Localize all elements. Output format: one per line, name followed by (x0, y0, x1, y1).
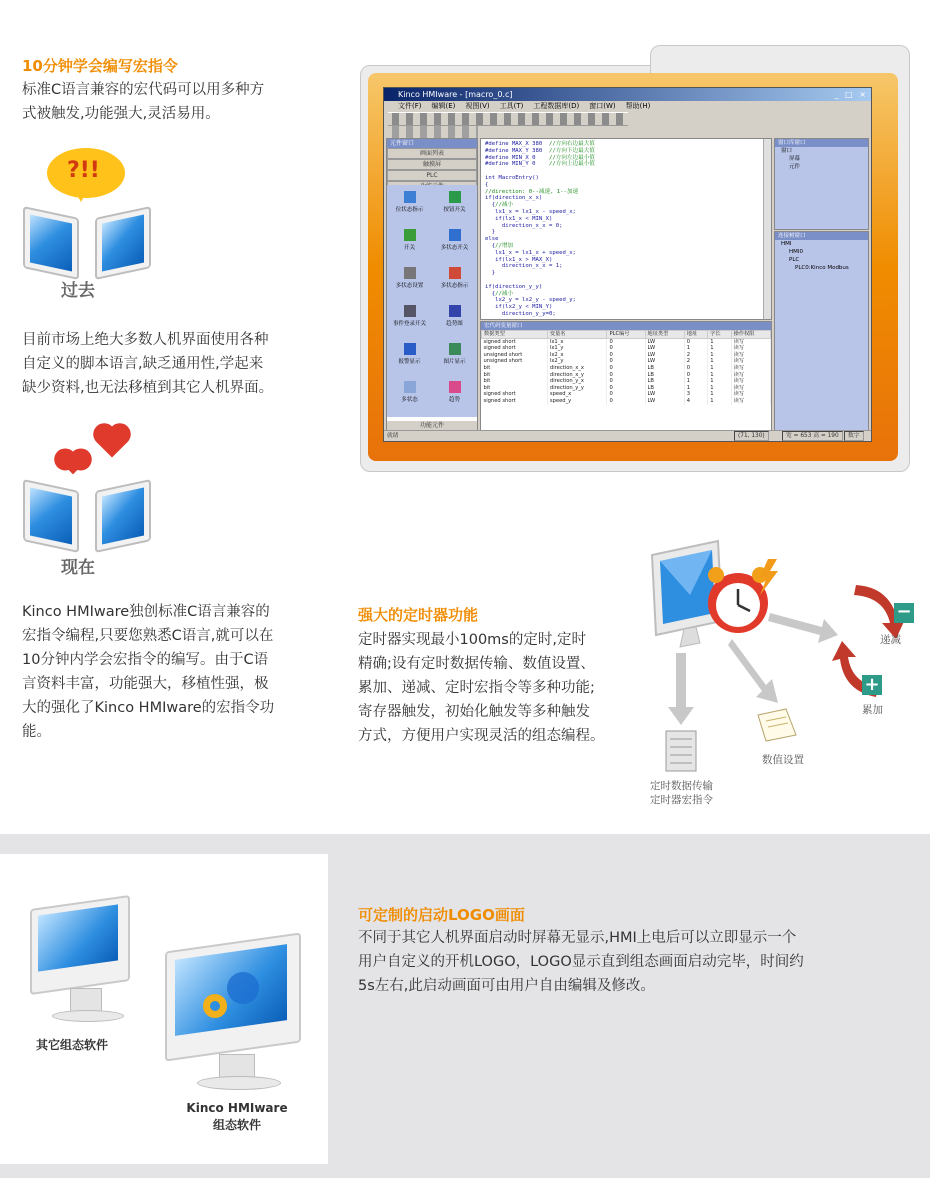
table-cell: 读写 (731, 345, 770, 352)
table-cell: 1 (708, 365, 731, 372)
table-row[interactable] (482, 372, 771, 379)
gear-icon (193, 966, 273, 1026)
table-cell: bit (482, 372, 548, 379)
code-line: lx1_x = lx1_x - speed_x; (485, 208, 576, 215)
table-cell: 1 (708, 385, 731, 392)
menu-bar (384, 101, 871, 112)
timer-desc: 定时器实现最小100ms的定时,定时 精确;设有定时数据传输、数值设置、 累加、递减、定时宏指令等多种功能; 寄存器触发，初始化触发等多种触发 方式，方便用户实现灵活的组态编程。 (358, 632, 605, 744)
past-label: 过去 (61, 281, 95, 301)
component-item[interactable]: 位状态指示 (387, 185, 432, 223)
alarm-clock-icon (708, 567, 768, 633)
table-header[interactable]: 地址类型 (645, 331, 684, 339)
menu-edit[interactable]: 编辑(E) (431, 102, 456, 110)
code-line: { (485, 181, 489, 188)
other-monitor-icon (30, 902, 140, 1042)
table-cell: bit (482, 365, 548, 372)
code-line: if(lx1_x < MIN_X) (485, 215, 553, 222)
table-cell: 0 (607, 378, 645, 385)
component-item[interactable]: 多状态开关 (432, 223, 477, 261)
connection-panel: 连接树窗口 HMI HMI0 PLC PLC0:Kinco Modbus (774, 231, 869, 432)
editor-scrollbar[interactable] (763, 139, 771, 319)
table-cell: signed short (482, 391, 548, 398)
table-cell: bit (482, 385, 548, 392)
table-cell: signed short (482, 398, 548, 405)
table-cell: direction_x_y (547, 372, 607, 379)
table-cell: speed_x (547, 391, 607, 398)
table-cell: 0 (684, 338, 707, 345)
table-cell: LB (645, 372, 684, 379)
code-line (485, 277, 767, 284)
section1-title: 10分钟学会编写宏指令 (22, 57, 178, 75)
kinco-monitor-icon (165, 942, 315, 1102)
minus-badge: − (894, 603, 914, 623)
table-cell: 0 (684, 365, 707, 372)
plus-badge: + (862, 675, 882, 695)
table-cell: LB (645, 385, 684, 392)
menu-tools[interactable]: 工具(T) (499, 102, 524, 110)
window-controls-icon[interactable]: _ □ × (834, 90, 868, 99)
table-cell: lx2_x (547, 352, 607, 359)
component-item[interactable]: 开关 (387, 223, 432, 261)
tree-item[interactable]: PLC0:Kinco Modbus (795, 265, 849, 271)
table-row[interactable] (482, 345, 771, 352)
arrow-right-icon (768, 613, 838, 643)
table-cell: speed_y (547, 398, 607, 405)
table-cell: 1 (684, 345, 707, 352)
menu-help[interactable]: 帮助(H) (625, 102, 651, 110)
table-cell: unsigned short (482, 352, 548, 359)
code-line: #define MAX_Y 380 //方向下边最大值 (485, 147, 595, 154)
logo-title: 可定制的启动LOGO画面 (358, 906, 525, 924)
code-line: {//增加 (485, 242, 514, 249)
arrow-down-icon (668, 653, 694, 725)
table-cell: 读写 (731, 352, 770, 359)
component-item[interactable]: 多状态指示 (432, 261, 477, 299)
value-setting-label: 数值设置 (762, 754, 804, 766)
logo-desc: 不同于其它人机界面启动时屏幕无显示,HMI上电后可以立即显示一个 用户自定义的开机LOGO，LOGO显示直到组态画面启动完毕，时间约 5s左右,此启动画面可由用户自由编辑及修改。 (358, 930, 804, 994)
table-header[interactable]: 地址 (684, 331, 707, 339)
tree-item[interactable]: 窗口 (781, 148, 793, 154)
table-row[interactable] (482, 365, 771, 372)
table-cell: 1 (708, 398, 731, 405)
code-line: if(lx1_x > MAX_X) (485, 256, 553, 263)
section1-desc: 标准C语言兼容的宏代码可以用多种方 式被触发,功能强大,灵活易用。 (22, 82, 265, 122)
table-row[interactable] (482, 352, 771, 359)
table-header[interactable]: 变量名 (547, 331, 607, 339)
table-cell: LB (645, 365, 684, 372)
timer-transfer-label: 定时数据传输 定时器宏指令 (650, 780, 713, 806)
table-cell: 1 (708, 338, 731, 345)
tab-touchscreen[interactable]: 触摸屏 (387, 159, 477, 170)
table-header[interactable]: 字长 (708, 331, 731, 339)
table-cell: 0 (607, 365, 645, 372)
code-line: #define MIN_X 0 //方向左边最小值 (485, 154, 595, 161)
table-cell: lx1_x (547, 338, 607, 345)
code-editor[interactable] (480, 138, 772, 320)
table-cell: 读写 (731, 391, 770, 398)
table-cell: LW (645, 338, 684, 345)
table-cell: 读写 (731, 398, 770, 405)
monitor-right-icon (95, 206, 151, 280)
other-software-label: 其它组态软件 (36, 1038, 109, 1052)
menu-database[interactable]: 工程数据库(D) (533, 102, 580, 110)
table-cell: signed short (482, 345, 548, 352)
increase-label: 累加 (862, 704, 883, 716)
table-cell: direction_y_y (547, 385, 607, 392)
code-line: if(direction_x_x) (485, 195, 543, 202)
table-cell: 读写 (731, 338, 770, 345)
table-row[interactable] (482, 378, 771, 385)
table-cell: 1 (684, 378, 707, 385)
table-cell: 0 (607, 391, 645, 398)
table-cell: 1 (708, 358, 731, 365)
table-header[interactable]: PLC编号 (607, 331, 645, 339)
component-item[interactable]: 事件登录开关 (387, 299, 432, 337)
table-cell: unsigned short (482, 358, 548, 365)
past-desc: 目前市场上绝大多数人机界面使用各种 自定义的脚本语言,缺乏通用性,学起来 缺少资料,也无法移植到其它人机界面。 (22, 332, 274, 396)
code-line: direction_x_x = 1; (485, 263, 563, 270)
table-cell: 1 (684, 385, 707, 392)
component-item[interactable]: 报警显示 (387, 337, 432, 375)
table-cell: 读写 (731, 358, 770, 365)
heart-large-icon (96, 426, 127, 457)
table-cell: LW (645, 345, 684, 352)
menu-file[interactable]: 文件(F) (398, 102, 422, 110)
table-cell: 0 (607, 385, 645, 392)
monitor-compare-card (0, 854, 328, 1164)
table-header[interactable]: 数据类型 (482, 331, 548, 339)
code-line: {//减小 (485, 290, 514, 297)
component-item[interactable]: 趋势 (432, 375, 477, 413)
past-illustration (15, 140, 155, 305)
toolbar-1 (388, 112, 628, 126)
component-panel: 元件窗口 画面列表 触摸屏 PLC 位状态指示 按钮开关 开关 多状态开关 多状态设置 多状态指示 事件登录开关 趋势图 报警显示 图片显示 多状态 趋势 功能元件 (386, 138, 478, 432)
table-cell: 1 (708, 352, 731, 359)
code-line: if(direction_y_y) (485, 283, 543, 290)
table-cell: direction_x_x (547, 365, 607, 372)
table-cell: LW (645, 352, 684, 359)
table-cell: 读写 (731, 385, 770, 392)
table-cell: lx2_y (547, 358, 607, 365)
monitor-left-icon (23, 479, 79, 553)
now-illustration (15, 425, 155, 585)
table-cell: 0 (607, 345, 645, 352)
heart-small-icon (62, 452, 85, 475)
table-row[interactable] (482, 338, 771, 345)
table-cell: LB (645, 378, 684, 385)
monitor-right-icon (95, 479, 151, 553)
tab-screen-list[interactable]: 画面列表 (387, 148, 477, 159)
monitor-left-icon (23, 206, 79, 280)
tree-item[interactable]: 屏幕 (789, 156, 801, 162)
component-item[interactable]: 图片显示 (432, 337, 477, 375)
table-cell: LW (645, 358, 684, 365)
code-line: lx1_x = lx1_x + speed_x; (485, 249, 576, 256)
table-row[interactable] (482, 385, 771, 392)
timer-title: 强大的定时器功能 (358, 606, 479, 624)
code-line: direction_x_x = 0; (485, 222, 563, 229)
table-cell: LW (645, 391, 684, 398)
code-line: #define MAX_X 380 //方向右边最大值 (485, 141, 595, 147)
tree-item[interactable]: 元件 (789, 164, 801, 170)
arrow-down-right-icon (728, 639, 778, 703)
table-cell: 1 (708, 391, 731, 398)
table-cell: signed short (482, 338, 548, 345)
code-line: #define MIN_Y 0 //方向上边最小值 (485, 161, 595, 168)
code-line (485, 168, 767, 175)
table-cell: 0 (607, 372, 645, 379)
code-line: direction_y_y=0; (485, 310, 556, 317)
table-row[interactable] (482, 398, 771, 405)
code-line: } (485, 229, 496, 236)
tab-plc[interactable]: PLC (387, 170, 477, 181)
timer-illustration (640, 535, 930, 815)
table-cell: 0 (607, 398, 645, 405)
table-cell: 4 (684, 398, 707, 405)
component-item[interactable]: 按钮开关 (432, 185, 477, 223)
library-panel: 窗口库窗口 窗口 屏幕 元件 (774, 138, 869, 230)
tree-item[interactable]: HMI0 (789, 249, 804, 255)
table-cell: 3 (684, 391, 707, 398)
code-line: {//减小 (485, 202, 514, 209)
table-cell: 读写 (731, 365, 770, 372)
table-cell: 0 (607, 358, 645, 365)
table-cell: 0 (607, 352, 645, 359)
table-cell: 读写 (731, 378, 770, 385)
table-header[interactable]: 操作权限 (731, 331, 770, 339)
component-item[interactable]: 多状态 (387, 375, 432, 413)
variable-window: 宏代码变量窗口 数据类型 变量名 PLC编号 地址类型 地址 字长 操作权限 signed short lx1_x 0 LW 0 1 读写 signed short lx1_y 0 LW 1 1 读写 unsigned short lx2_x 0 LW 2 1 读写 unsigned short lx2_y 0 LW 2 1 读写 bit direction_x_x 0 LB 0 1 读写 bit direction_x_y 0 LB 0 1 读写 bit direction_y_x 0 LB 1 1 读写 bit direction_y_y 0 LB 1 1 读写 signed short speed_x 0 LW 3 1 读写 signed short speed_y 0 LW 4 1 读写 (480, 321, 772, 432)
code-line: } (485, 270, 496, 277)
table-cell: 0 (684, 372, 707, 379)
table-cell: LW (645, 398, 684, 405)
status-bar: 就绪 (71, 130) 宽 = 653 高 = 190 数字 (384, 430, 871, 441)
code-line: if(lx2_y < MIN_Y) (485, 304, 553, 311)
register-icon (666, 731, 696, 771)
code-line: lx2_y = lx2_y - speed_y; (485, 297, 576, 304)
code-line: else (485, 236, 499, 243)
table-row[interactable] (482, 358, 771, 365)
window-titlebar: Kinco HMIware - [macro_0.c] _ □ × (384, 88, 871, 101)
variable-table (481, 330, 771, 405)
table-cell: 读写 (731, 372, 770, 379)
kinco-software-label: Kinco HMIware 组态软件 (186, 1101, 288, 1132)
now-label: 现在 (61, 558, 95, 578)
table-cell: 2 (684, 358, 707, 365)
bubble-text: ?!! (67, 158, 100, 183)
menu-view[interactable]: 视图(V) (465, 102, 490, 110)
table-cell: 1 (708, 372, 731, 379)
tree-item[interactable]: HMI (781, 241, 792, 247)
table-cell: 0 (607, 338, 645, 345)
component-grid (387, 185, 477, 417)
document-icon (758, 709, 796, 741)
software-window (383, 87, 872, 442)
table-cell: direction_y_x (547, 378, 607, 385)
code-line: //direction: 0--减速, 1--加速 (485, 188, 579, 195)
table-cell: 1 (708, 378, 731, 385)
table-cell: 2 (684, 352, 707, 359)
menu-window[interactable]: 窗口(W) (589, 102, 616, 110)
now-desc: Kinco HMIware独创标准C语言兼容的 宏指令编程,只要您熟悉C语言,就可以在 10分钟内学会宏指令的编写。由于C语 言资料丰富，功能强大，移植性强，极 大的强化了Kinco HMIware的宏指令功 能。 (22, 604, 275, 740)
tree-item[interactable]: PLC (789, 257, 800, 263)
table-row[interactable] (482, 391, 771, 398)
table-cell: lx1_y (547, 345, 607, 352)
decrease-label: 递减 (880, 634, 901, 646)
code-line: int MacroEntry() (485, 174, 539, 181)
table-cell: 1 (708, 345, 731, 352)
component-item[interactable]: 多状态设置 (387, 261, 432, 299)
timer-diagram-icon (640, 535, 930, 815)
component-item[interactable]: 趋势图 (432, 299, 477, 337)
lightning-icon (760, 559, 778, 595)
table-cell: bit (482, 378, 548, 385)
